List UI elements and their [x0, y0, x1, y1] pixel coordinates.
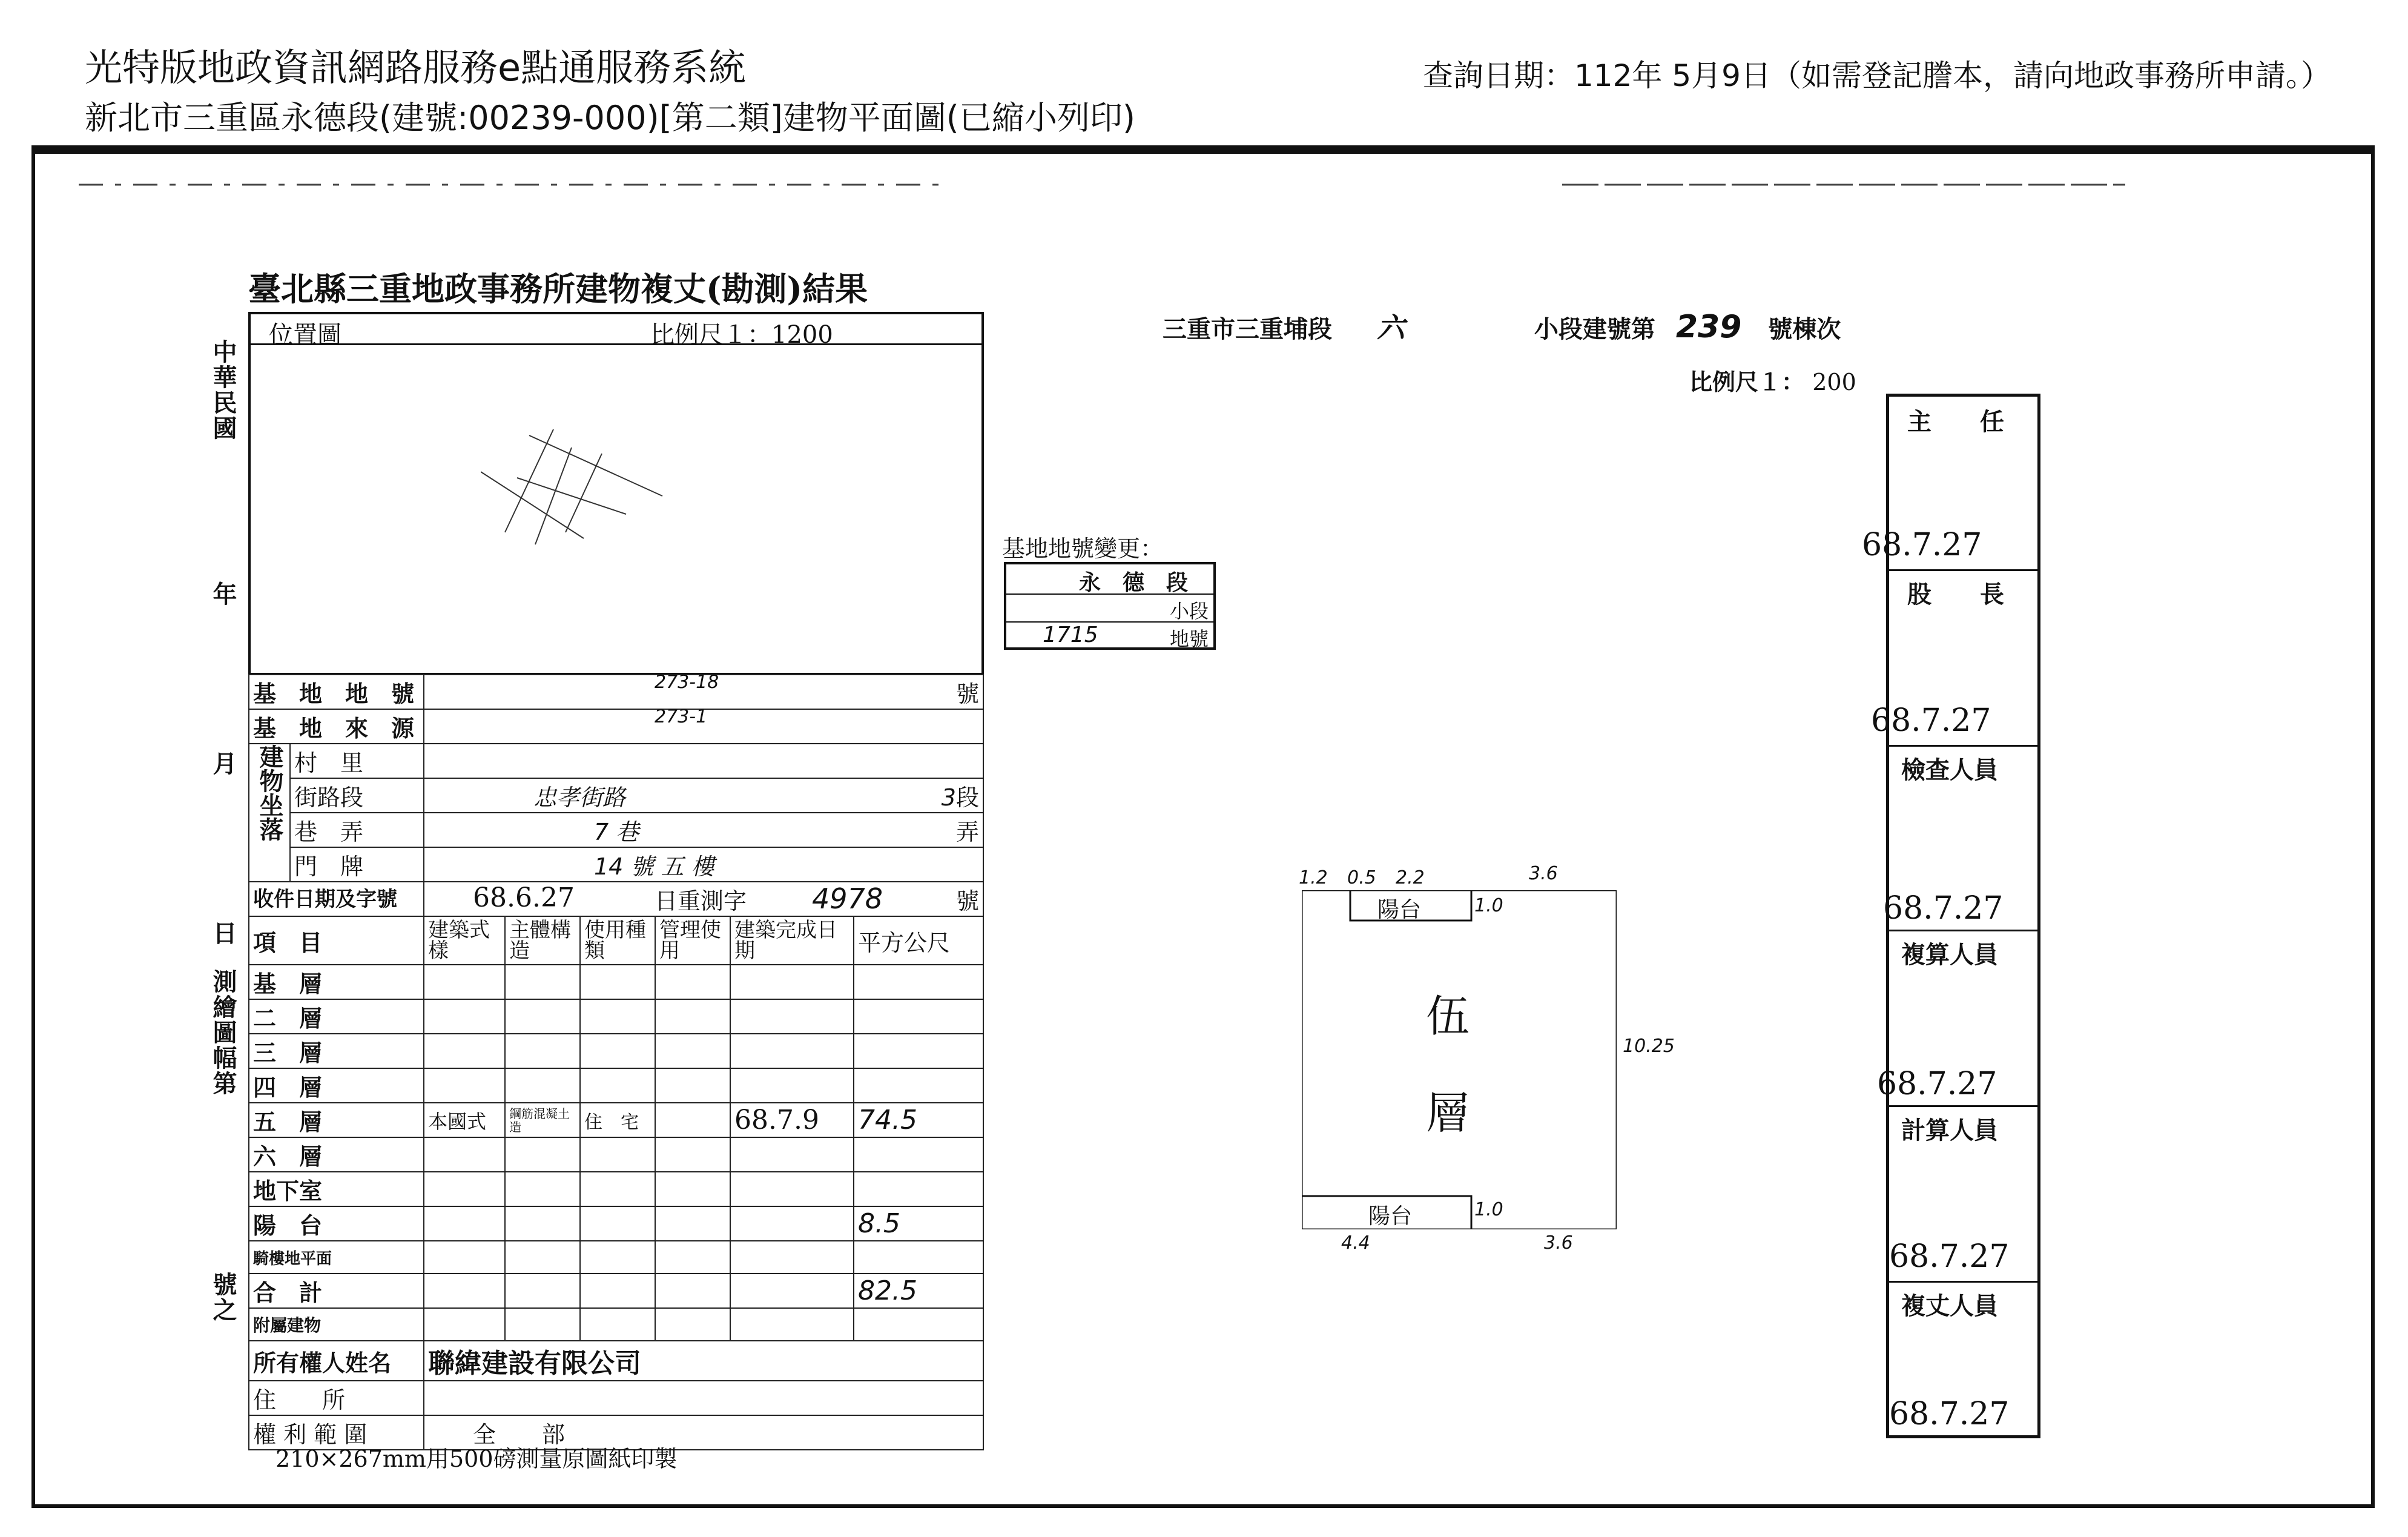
- dim-bottom-1: 4.4: [1341, 1232, 1370, 1254]
- row-completion: [730, 999, 854, 1034]
- row-item: 二 層: [249, 999, 424, 1034]
- row-usage: [580, 1137, 655, 1172]
- row-usage: [580, 965, 655, 999]
- row-style: [424, 1137, 505, 1172]
- row-style: [424, 1172, 505, 1206]
- col-completion: 建築完成日期: [730, 916, 854, 965]
- row-area: [854, 1034, 983, 1068]
- row-structure: [505, 1172, 580, 1206]
- staff-date: 68.7.27: [1862, 527, 1982, 563]
- row-item: 四 層: [249, 1068, 424, 1103]
- owner-label: 所有權人姓名: [249, 1341, 424, 1381]
- row-item: 五 層: [249, 1103, 424, 1137]
- base-source-label: 基 地 來 源: [249, 709, 424, 744]
- staff-date: 68.7.27: [1889, 1396, 2010, 1432]
- staff-divider: [1889, 569, 2037, 571]
- receipt-cell: [424, 882, 983, 916]
- row-item: 合 計: [249, 1274, 424, 1308]
- staff-divider: [1889, 1105, 2037, 1107]
- side-map-no: 測繪圖幅第: [209, 969, 237, 1096]
- top-scan-marks: [36, 176, 2337, 194]
- street-section-suffix: 段: [955, 784, 979, 811]
- table-row: [249, 999, 983, 1034]
- rights-value: 全 部: [424, 1415, 983, 1450]
- col-mgmt: 管理使用: [655, 916, 730, 965]
- register-table: [248, 674, 984, 1450]
- row-area: [854, 1068, 983, 1103]
- row-completion: 68.7.9: [730, 1103, 854, 1137]
- row-style: [424, 1068, 505, 1103]
- row-usage: [580, 1206, 655, 1241]
- base-change-subsection: 小段: [1169, 600, 1209, 623]
- row-mgmt: [655, 965, 730, 999]
- village-value: [424, 744, 983, 778]
- row-area: [854, 1172, 983, 1206]
- floor-char-2: 層: [1426, 1088, 1470, 1139]
- row-usage: [580, 1308, 655, 1341]
- village-label: 村 里: [290, 744, 424, 778]
- door-label: 門 牌: [290, 847, 424, 882]
- base-lot-suffix: 號: [955, 681, 979, 707]
- row-mgmt: [655, 1206, 730, 1241]
- base-change-lot-label: 地號: [1169, 627, 1209, 650]
- col-structure: 主體構造: [505, 916, 580, 965]
- street-label: 街路段: [290, 778, 424, 813]
- row-item: 騎樓地平面: [249, 1241, 424, 1274]
- dim-side: 10.25: [1623, 1036, 1675, 1057]
- receipt-word: 日重測字: [655, 888, 747, 914]
- owner-value: 聯緯建設有限公司: [424, 1341, 983, 1381]
- row-structure: [505, 1274, 580, 1308]
- row-usage: [580, 1034, 655, 1068]
- row-completion: [730, 1068, 854, 1103]
- row-item: 基 層: [249, 965, 424, 999]
- row-mgmt: [655, 1137, 730, 1172]
- row-usage: 住 宅: [580, 1103, 655, 1137]
- row-area: 8.5: [854, 1206, 983, 1241]
- side-no: 號之: [209, 1272, 237, 1323]
- row-item: 三 層: [249, 1034, 424, 1068]
- row-usage: [580, 1241, 655, 1274]
- receipt-no: 4978: [812, 882, 883, 915]
- base-change-lot: 1715: [1043, 623, 1098, 647]
- address-value: [424, 1381, 983, 1415]
- row-structure: 鋼筋混凝土造: [505, 1103, 580, 1137]
- location-map-label: 位置圖: [269, 321, 341, 349]
- row-style: [424, 1034, 505, 1068]
- base-lot-cell: [424, 672, 983, 709]
- table-row: [249, 1308, 983, 1341]
- row-area: 74.5: [854, 1103, 983, 1137]
- row-completion: [730, 1206, 854, 1241]
- query-date: 查詢日期：112年 5月9日（如需登記謄本，請向地政事務所申請。）: [1423, 58, 2331, 93]
- row-style: [424, 1241, 505, 1274]
- side-year: 年: [209, 581, 237, 607]
- row-structure: [505, 1068, 580, 1103]
- base-change-section: 永 德 段: [1079, 570, 1189, 595]
- dim-bottom-2: 3.6: [1544, 1232, 1573, 1254]
- row-structure: [505, 1034, 580, 1068]
- location-sketch: [481, 423, 675, 581]
- lane-value: 7 巷: [594, 819, 639, 845]
- table-row: [249, 1034, 983, 1068]
- street-value: 忠孝街路: [533, 784, 626, 811]
- row-completion: [730, 1241, 854, 1274]
- table-row: [249, 965, 983, 999]
- row-mgmt: [655, 1241, 730, 1274]
- dim-top-2: 0.5: [1347, 867, 1376, 888]
- row-structure: [505, 999, 580, 1034]
- row-item: 六 層: [249, 1137, 424, 1172]
- table-row: [249, 1103, 983, 1137]
- col-usage: 使用種類: [580, 916, 655, 965]
- row-structure: [505, 965, 580, 999]
- door-value: 14 號 五 樓: [594, 853, 714, 880]
- row-mgmt: [655, 1103, 730, 1137]
- dim-balcony-bottom-depth: 1.0: [1474, 1199, 1503, 1220]
- row-usage: [580, 1172, 655, 1206]
- row-style: [424, 1274, 505, 1308]
- dim-balcony-top-depth: 1.0: [1474, 895, 1503, 916]
- staff-role: 主 任: [1907, 408, 2004, 436]
- address-label: 住 所: [249, 1381, 424, 1415]
- right-header-number: 239: [1675, 309, 1742, 345]
- row-structure: [505, 1308, 580, 1341]
- right-header: [1163, 306, 1841, 346]
- row-style: [424, 999, 505, 1034]
- addr-group-label: 建物坐落: [249, 744, 290, 882]
- floor-plan-outline: [1302, 890, 1617, 1229]
- row-mgmt: [655, 1034, 730, 1068]
- right-scale: [1689, 363, 1856, 397]
- right-header-mid: 小段建號第: [1534, 315, 1655, 343]
- balcony-top-label: 陽台: [1377, 897, 1422, 922]
- staff-column: [1862, 394, 2040, 1438]
- street-cell: [424, 778, 983, 813]
- table-row: [249, 1137, 983, 1172]
- row-completion: [730, 1137, 854, 1172]
- row-item: 陽 台: [249, 1206, 424, 1241]
- right-scale-label: 比例尺１：: [1689, 368, 1805, 395]
- row-structure: [505, 1241, 580, 1274]
- base-change-box: [1004, 562, 1216, 650]
- page-title: 光特版地政資訊網路服務e點通服務系統: [85, 45, 747, 90]
- table-row: [249, 1068, 983, 1103]
- staff-role: 計算人員: [1901, 1116, 1998, 1145]
- row-usage: [580, 999, 655, 1034]
- row-area: [854, 1308, 983, 1341]
- row-style: [424, 1308, 505, 1341]
- right-header-end: 號棟次: [1768, 315, 1841, 343]
- row-completion: [730, 1308, 854, 1341]
- row-completion: [730, 1034, 854, 1068]
- document-title: 臺北縣三重地政事務所建物複丈(勘測)結果: [248, 269, 868, 308]
- row-area: [854, 1137, 983, 1172]
- col-item: 項 目: [249, 916, 424, 965]
- row-style: [424, 965, 505, 999]
- row-structure: [505, 1137, 580, 1172]
- right-scale-value: 200: [1812, 369, 1856, 395]
- base-change-title: 基地地號變更：: [1002, 535, 1164, 562]
- col-style: 建築式樣: [424, 916, 505, 965]
- row-usage: [580, 1274, 655, 1308]
- table-row: [249, 1206, 983, 1241]
- table-row: [249, 1274, 983, 1308]
- base-lot-label: 基 地 地 號: [249, 675, 424, 709]
- page-subtitle: 新北市三重區永德段(建號:00239-000)[第二類]建物平面圖(已縮小列印): [85, 99, 1135, 137]
- base-source-cell: [424, 706, 983, 744]
- row-mgmt: [655, 1068, 730, 1103]
- floor-plan: [1302, 890, 1617, 1229]
- row-usage: [580, 1068, 655, 1103]
- base-change-divider: [1006, 593, 1213, 595]
- base-source-value: 273-1: [655, 706, 708, 727]
- right-header-district: 三重市三重埔段: [1163, 315, 1332, 343]
- location-map-scale: 比例尺１：1200: [650, 321, 833, 349]
- dim-top-3: 2.2: [1396, 867, 1425, 888]
- side-day: 日: [209, 921, 237, 946]
- staff-divider: [1889, 1281, 2037, 1283]
- row-completion: [730, 1172, 854, 1206]
- lane-label: 巷 弄: [290, 813, 424, 847]
- receipt-label: 收件日期及字號: [249, 882, 424, 916]
- row-mgmt: [655, 1308, 730, 1341]
- row-style: 本國式: [424, 1103, 505, 1137]
- receipt-date: 68.6.27: [473, 882, 575, 913]
- staff-date: 68.7.27: [1889, 1238, 2010, 1275]
- row-mgmt: [655, 1274, 730, 1308]
- right-header-section: 六: [1376, 311, 1405, 344]
- row-mgmt: [655, 1172, 730, 1206]
- footer-note: 210×267mm用500磅測量原圖紙印製: [275, 1446, 678, 1472]
- row-completion: [730, 1274, 854, 1308]
- row-area: [854, 1241, 983, 1274]
- row-area: [854, 999, 983, 1034]
- staff-divider: [1889, 745, 2037, 747]
- staff-role: 複丈人員: [1901, 1292, 1998, 1320]
- floor-char-1: 伍: [1426, 991, 1470, 1042]
- base-lot-value: 273-18: [655, 672, 719, 693]
- side-roc: 中華民國: [209, 339, 237, 441]
- staff-date: 68.7.27: [1883, 890, 2004, 927]
- row-style: [424, 1206, 505, 1241]
- receipt-suffix: 號: [955, 888, 979, 914]
- row-item: 地下室: [249, 1172, 424, 1206]
- row-completion: [730, 965, 854, 999]
- row-structure: [505, 1206, 580, 1241]
- staff-role: 股 長: [1907, 580, 2004, 609]
- location-map-divider: [251, 343, 981, 345]
- rights-label: 權 利 範 圍: [249, 1415, 424, 1450]
- balcony-bottom-label: 陽台: [1368, 1204, 1413, 1229]
- row-area: [854, 965, 983, 999]
- side-month: 月: [209, 751, 237, 776]
- dim-top-1: 1.2: [1299, 867, 1328, 888]
- dim-top-4: 3.6: [1529, 863, 1558, 884]
- lane-cell: [424, 813, 983, 847]
- base-change-divider: [1006, 621, 1213, 623]
- row-mgmt: [655, 999, 730, 1034]
- lane-suffix: 弄: [955, 819, 979, 845]
- staff-role: 複算人員: [1901, 940, 1998, 969]
- location-map-box: [248, 312, 984, 675]
- street-section-value: 3: [941, 784, 956, 811]
- table-row: [249, 1172, 983, 1206]
- door-cell: [424, 847, 983, 882]
- staff-role: 檢查人員: [1901, 756, 1998, 784]
- staff-divider: [1889, 930, 2037, 931]
- staff-date: 68.7.27: [1871, 702, 1991, 739]
- staff-date: 68.7.27: [1877, 1066, 1997, 1102]
- table-row: [249, 1241, 983, 1274]
- row-item: 附屬建物: [249, 1308, 424, 1341]
- row-area: 82.5: [854, 1274, 983, 1308]
- col-area: 平方公尺: [854, 916, 983, 965]
